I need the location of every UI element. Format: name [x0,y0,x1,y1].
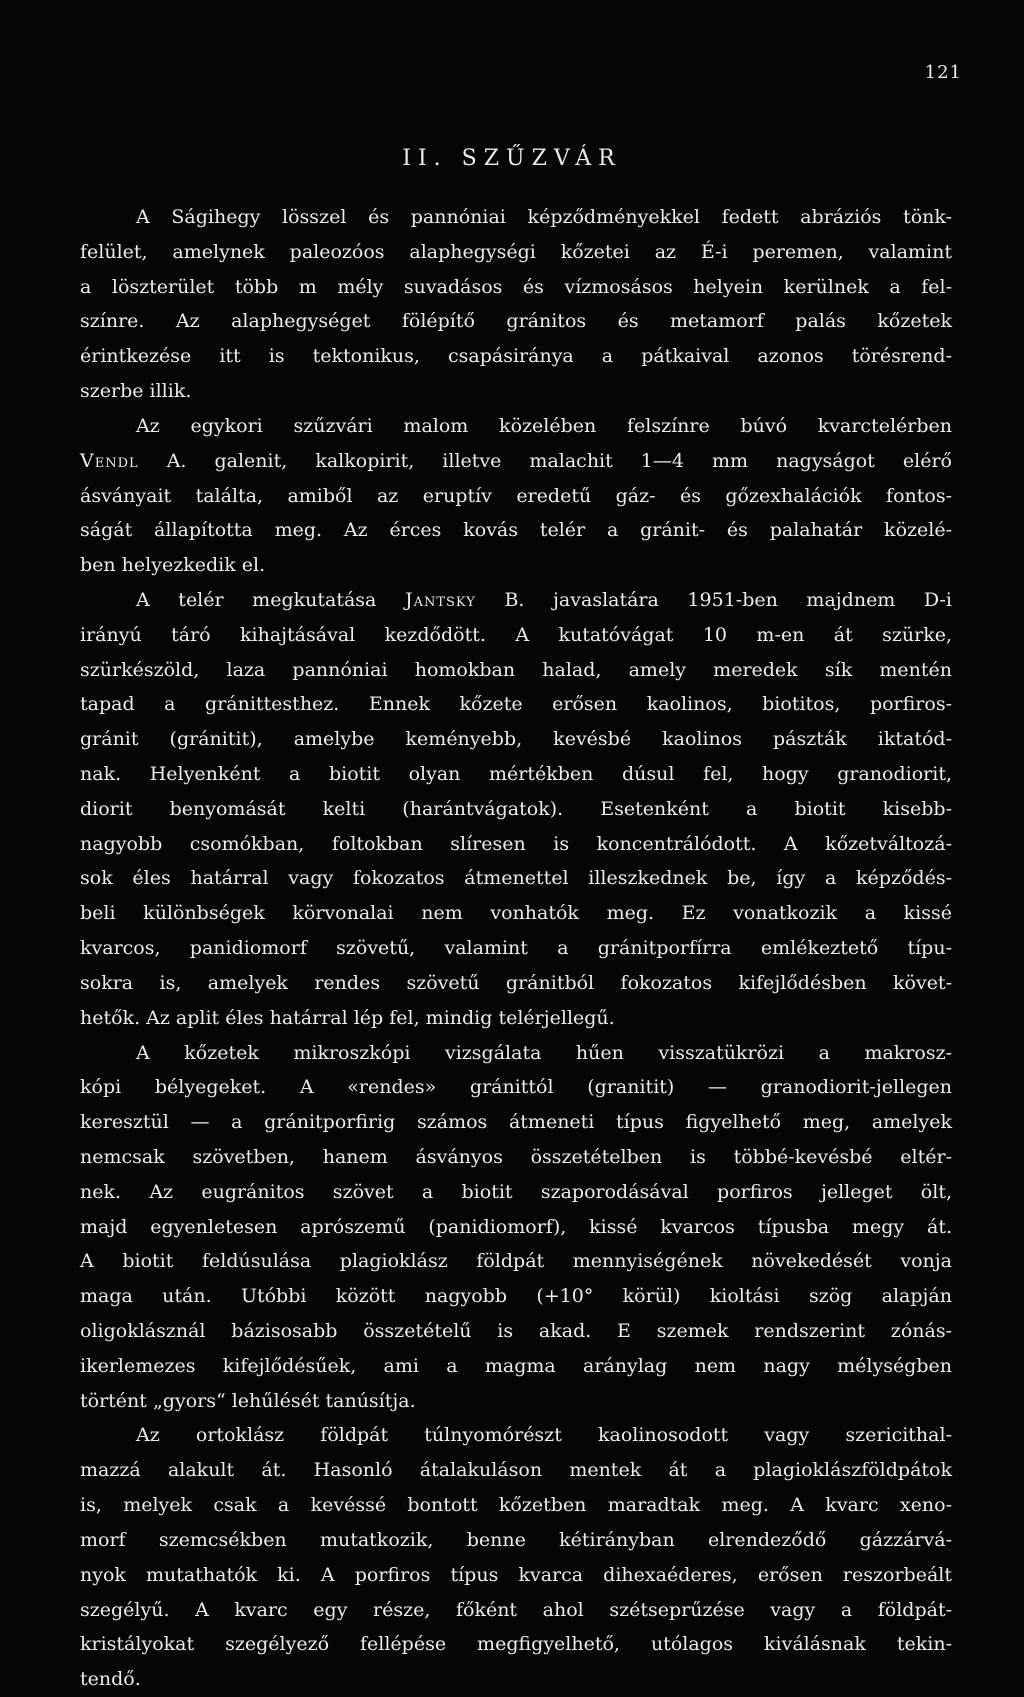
text-span: hetők. Az aplit éles határral lép fel, mindig telérjellegű. [80,1006,615,1029]
text-span: kópi bélyegeket. A «rendes» gránittól (granitit) — granodiorit-jellegen [80,1076,952,1099]
text-line [80,1210,952,1245]
text-span: Az ortoklász földpát túlnyomórészt kaolinosodott vagy szericithal- [136,1424,952,1447]
text-line [80,1349,952,1384]
text-span: színre. Az alaphegységet fölépítő gránitos és metamorf palás kőzetek [80,310,952,333]
text-span: nak. Helyenként a biotit olyan mértékben dúsul fel, hogy granodiorit, [80,763,952,785]
text-span: A biotit feldúsulása plagioklász földpát mennyiségének növekedését vonja [80,1250,952,1273]
text-line [80,1140,952,1175]
text-span: morf szemcsékben mutatkozik, benne kétirányban elrendeződő gázzárvá- [80,1528,952,1551]
text-line [80,1627,952,1662]
text-line [80,757,952,792]
text-line [80,653,952,688]
author-name: Vendl [80,449,139,472]
text-span: nemcsak szövetben, hanem ásványos összetételben is többé-kevésbé eltér- [80,1145,952,1168]
text-line [80,1593,952,1628]
text-line [80,1279,952,1314]
text-line [80,479,952,514]
text-line [80,1314,952,1349]
text-line [80,200,952,235]
text-line [80,792,952,827]
text-span: mazzá alakult át. Hasonló átalakuláson mentek át a plagioklászföldpátok [80,1459,952,1482]
text-span: történt „gyors“ lehűlését tanúsítja. [80,1389,416,1412]
text-span: irányú táró kihajtásával kezdődött. A kutatóvágat 10 m-en át szürke, [80,623,952,646]
text-line [80,896,952,931]
text-span: A Ságihegy lösszel és pannóniai képződményekkel fedett abráziós tönk- [136,206,952,228]
text-span: nyok mutathatók ki. A porfiros típus kvarca dihexaéderes, erősen reszorbeált [80,1563,952,1586]
text-span: a löszterület több m mély suvadásos és vízmosásos helyein kerülnek a fel- [80,275,952,298]
text-span: maga után. Utóbbi között nagyobb (+10° körül) kioltási szög alapján [80,1285,952,1308]
text-line [80,687,952,722]
text-line [80,270,952,305]
text-line [80,409,952,444]
text-line [80,722,952,757]
text-line [80,339,952,374]
text-span: szegélyű. A kvarc egy része, főként ahol szétseprűzése vagy a földpát- [80,1598,952,1621]
text-span: ikerlemezes kifejlődésűek, ami a magma aránylag nem nagy mélységben [80,1354,952,1377]
text-span: ságát állapította meg. Az érces kovás telér a gránit- és palahatár közelé- [80,519,952,542]
text-line [80,1244,952,1279]
text-line [80,1418,952,1453]
text-span: B. javaslatára 1951-ben majdnem D-i [475,588,952,611]
text-span: tapad a gránittesthez. Ennek kőzete erősen kaolinos, biotitos, porfiros- [80,693,952,716]
text-line [80,1523,952,1558]
body-text [80,200,952,1697]
text-span: ben helyezkedik el. [80,554,266,577]
text-line [80,1488,952,1523]
text-span: majd egyenletesen aprószemű (panidiomorf), kissé kvarcos típusba megy át. [80,1215,952,1238]
text-span: is, melyek csak a kevéssé bontott kőzetben maradtak meg. A kvarc xeno- [80,1494,952,1517]
text-span: A kőzetek mikroszkópi vizsgálata hűen visszatükrözi a makrosz- [136,1041,952,1064]
text-span: nek. Az eugránitos szövet a biotit szaporodásával porfiros jelleget ölt, [80,1180,952,1203]
text-span: ásványait találta, amiből az eruptív eredetű gáz- és gőzexhalációk fontos- [80,484,952,507]
text-span: tendő. [80,1668,141,1691]
text-span: sokra is, amelyek rendes szövetű gránitból fokozatos kifejlődésben követ- [80,971,952,994]
text-line [80,618,952,653]
text-span: A telér megkutatása [136,588,405,611]
text-span: szerbe illik. [80,380,192,403]
text-line [80,827,952,862]
text-line [80,1001,952,1036]
text-line [80,1036,952,1071]
chapter-title: II. SZŰZVÁR [402,146,622,171]
text-line [80,444,952,479]
text-span: érintkezése itt is tektonikus, csapásiránya a pátkaival azonos törésrend- [80,345,952,368]
text-line [80,513,952,548]
text-line [80,1558,952,1593]
text-span: felület, amelynek paleozóos alaphegységi kőzetei az É-i peremen, valamint [80,240,952,263]
text-span: sok éles határral vagy fokozatos átmenettel illeszkednek be, így a képződés- [80,867,952,890]
text-line [80,583,952,618]
text-line [80,861,952,896]
text-line [80,966,952,1001]
text-span: A. galenit, kalkopirit, illetve malachit 1—4 mm nagyságot elérő [138,449,952,472]
text-span: beli különbségek körvonalai nem vonhatók meg. Ez vonatkozik a kissé [80,902,952,925]
text-line [80,1070,952,1105]
text-line [80,1453,952,1488]
text-span: kvarcos, panidiomorf szövetű, valamint a gránitporfírra emlékeztető típu- [80,937,952,960]
text-line [80,304,952,339]
text-span: kristályokat szegélyező fellépése megfigyelhető, utólagos kiválásnak tekin- [80,1633,952,1656]
text-span: Az egykori szűzvári malom közelében felszínre búvó kvarctelérben [136,414,952,437]
text-span: nagyobb csomókban, foltokban slíresen is koncentrálódott. A kőzetváltozá- [80,832,952,855]
text-line [80,931,952,966]
text-line [80,1175,952,1210]
text-span: keresztül — a gránitporfirig számos átmeneti típus figyelhető meg, amelyek [80,1111,952,1134]
text-span: diorit benyomását kelti (harántvágatok). Esetenként a biotit kisebb- [80,797,952,820]
text-line [80,1662,952,1697]
text-line [80,374,952,409]
text-span: gránit (gránitit), amelybe keményebb, kevésbé kaolinos pászták iktatód- [80,728,952,751]
text-span: szürkészöld, laza pannóniai homokban halad, amely meredek sík mentén [80,658,952,681]
author-name: Jantsky [404,588,476,611]
text-line [80,548,952,583]
text-line [80,1105,952,1140]
text-line [80,235,952,270]
page-number: 121 [924,62,962,83]
text-line [80,1384,952,1419]
text-span: oligoklásznál bázisosabb összetételű is akad. E szemek rendszerint zónás- [80,1320,952,1342]
